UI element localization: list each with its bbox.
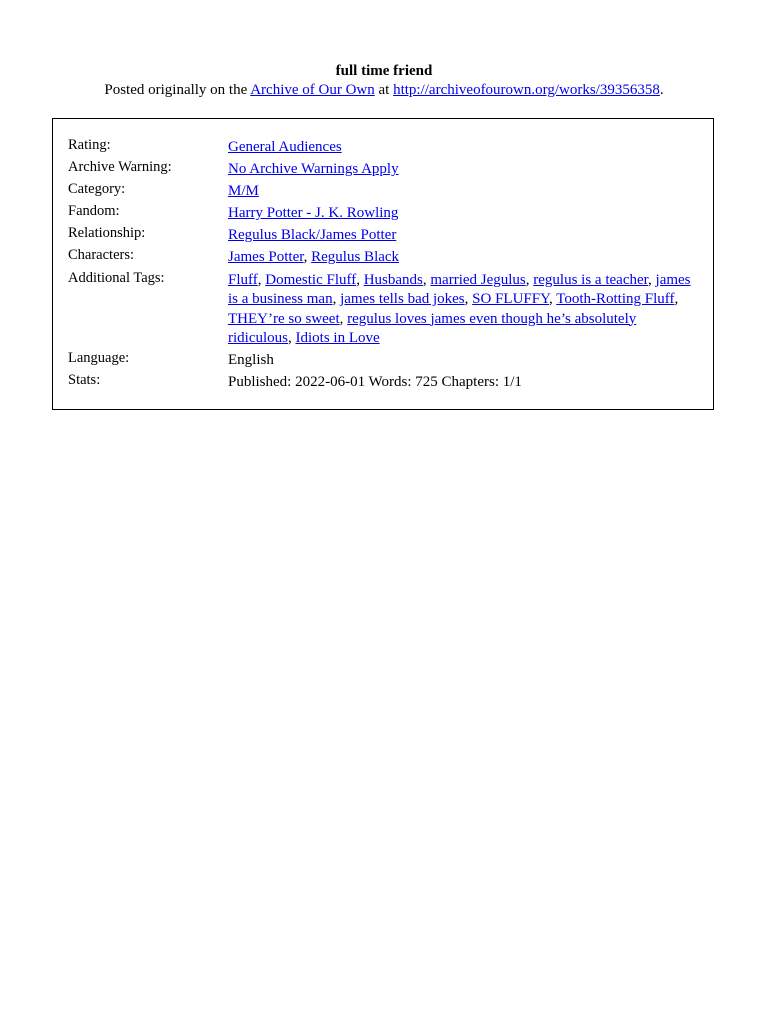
character-link[interactable]: James Potter <box>228 249 304 266</box>
rating-label: Rating: <box>68 137 111 153</box>
tag-link[interactable]: Domestic Fluff <box>265 271 357 288</box>
work-url-link[interactable]: http://archiveofourown.org/works/39356358 <box>393 82 660 98</box>
meta-row-fandom <box>68 202 698 224</box>
character-link[interactable]: Regulus Black <box>311 249 400 266</box>
tag-link[interactable]: married Jegulus <box>430 271 526 288</box>
warning-label: Archive Warning: <box>68 159 172 176</box>
work-meta-table <box>68 136 698 393</box>
meta-row-rating <box>68 136 698 158</box>
tag-link[interactable]: THEY’re so sweet <box>228 310 340 327</box>
meta-row-category <box>68 180 698 202</box>
meta-row-language <box>68 349 698 371</box>
tags-label: Additional Tags: <box>68 269 165 286</box>
language-value: English <box>228 352 274 369</box>
relationship-link[interactable]: Regulus Black/James Potter <box>228 227 397 244</box>
tag-link[interactable]: Fluff <box>228 271 258 288</box>
tag-link[interactable]: james tells bad jokes <box>340 291 465 308</box>
posted-prefix: Posted originally on the <box>104 82 248 98</box>
stats-label: Stats: <box>68 372 101 389</box>
tag-link[interactable]: Husbands <box>363 271 423 288</box>
tag-link[interactable]: regulus loves james even though he’s absolutely ridiculous <box>228 310 637 347</box>
meta-row-warning <box>68 158 698 180</box>
meta-row-characters: Characters: James Potter, Regulus Black <box>68 246 698 268</box>
archive-link[interactable]: Archive of Our Own <box>250 82 375 98</box>
work-title: full time friend <box>335 63 433 79</box>
stats-value: Published: 2022-06-01 Words: 725 Chapters: 1/1 <box>228 374 522 391</box>
posted-line <box>0 81 768 100</box>
fandom-link[interactable]: Harry Potter - J. K. Rowling <box>228 205 399 222</box>
at-word: at <box>378 82 390 98</box>
meta-row-tags: Additional Tags: Fluff, Domestic Fluff, Husbands, married Jegulus, regulus is a teacher, james is a business man, james tells bad jokes, SO FLUFFY, Tooth-Rotting Fluff, THEY’re so sweet, regulus loves james even though he’s absolutely ridiculous, Idiots in Love <box>68 269 698 350</box>
characters-label: Characters: <box>68 247 135 264</box>
tag-link[interactable]: Tooth-Rotting Fluff <box>556 291 675 308</box>
tag-link[interactable]: regulus is a teacher <box>533 271 649 288</box>
meta-row-stats <box>68 371 698 393</box>
relationship-label: Relationship: <box>68 225 146 242</box>
tag-link[interactable]: SO FLUFFY <box>472 291 549 308</box>
work-header <box>0 62 768 100</box>
trailing-period: . <box>659 82 664 98</box>
category-label: Category: <box>68 181 126 198</box>
meta-row-relationship <box>68 224 698 246</box>
warning-link[interactable]: No Archive Warnings Apply <box>228 161 399 178</box>
tag-link[interactable]: james is a business man <box>228 271 691 308</box>
category-link[interactable]: M/M <box>228 183 259 200</box>
language-label: Language: <box>68 350 130 367</box>
tag-link[interactable]: Idiots in Love <box>295 330 380 347</box>
fandom-label: Fandom: <box>68 203 120 220</box>
work-meta-box <box>52 118 714 410</box>
rating-link[interactable]: General Audiences <box>228 139 342 155</box>
